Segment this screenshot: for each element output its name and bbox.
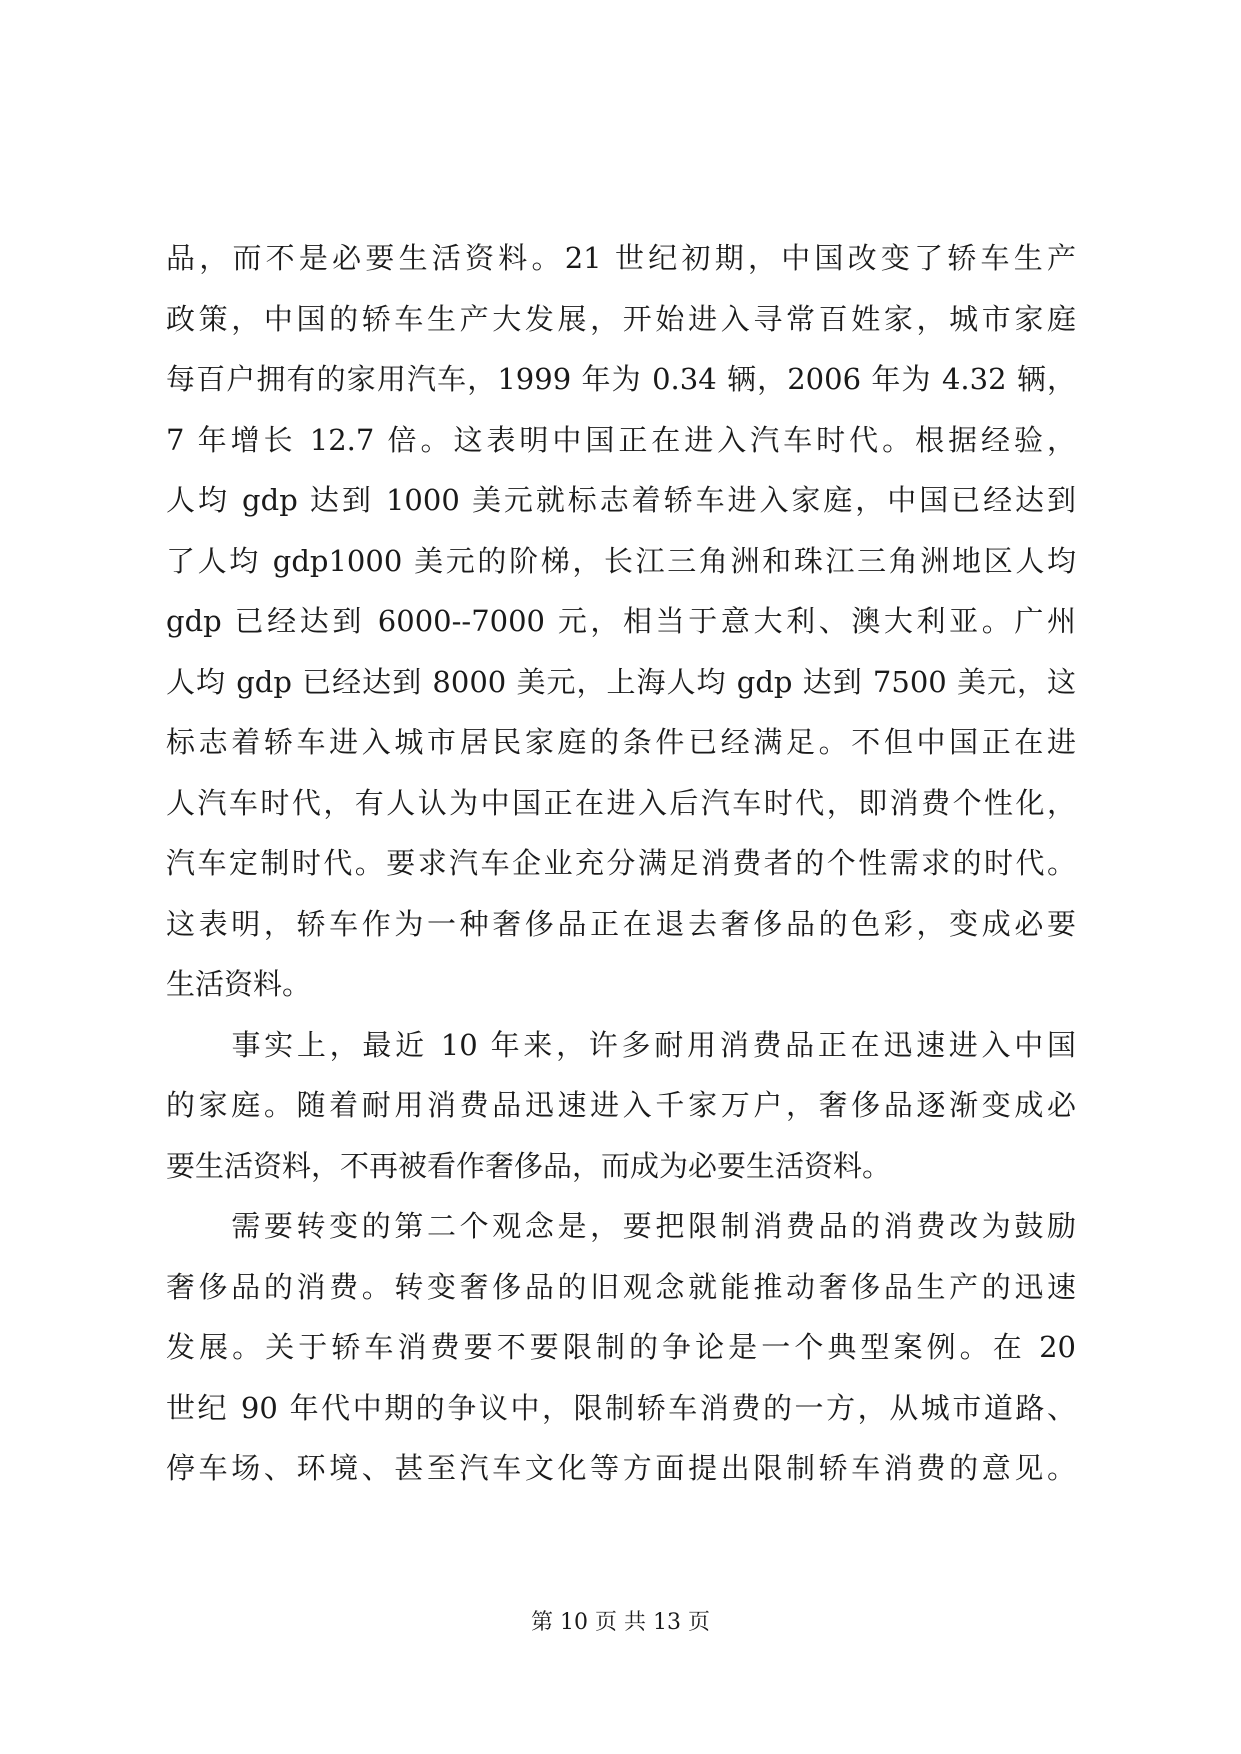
text-line: 事实上，最近 10 年来，许多耐用消费品正在迅速进入中国 (166, 1027, 1076, 1062)
page-footer: 第 10 页 共 13 页 (531, 1610, 710, 1635)
text-line: 生活资料。 (166, 967, 312, 1001)
text-line: 汽车定制时代。要求汽车企业充分满足消费者的个性需求的时代。 (166, 846, 1076, 880)
text-line: 7 年增长 12.7 倍。这表明中国正在进入汽车时代。根据经验， (166, 422, 1076, 457)
text-line: 停车场、环境、甚至汽车文化等方面提出限制轿车消费的意见。 (166, 1451, 1076, 1485)
text-line: 标志着轿车进入城市居民家庭的条件已经满足。不但中国正在进 (166, 725, 1076, 759)
text-line: 这表明，轿车作为一种奢侈品正在退去奢侈品的色彩，变成必要 (166, 906, 1076, 941)
text-line: 人均 gdp 达到 1000 美元就标志着轿车进入家庭，中国已经达到 (166, 483, 1076, 517)
text-line: 需要转变的第二个观念是，要把限制消费品的消费改为鼓励 (166, 1209, 1076, 1243)
text-line: 每百户拥有的家用汽车，1999 年为 0.34 辆，2006 年为 4.32 辆， (166, 362, 1076, 396)
text-line: 人均 gdp 已经达到 8000 美元，上海人均 gdp 达到 7500 美元，这 (166, 664, 1076, 699)
text-line: 发展。关于轿车消费要不要限制的争论是一个典型案例。在 20 (166, 1330, 1076, 1364)
text-line: gdp 已经达到 6000--7000 元，相当于意大利、澳大利亚。广州 (166, 604, 1076, 638)
text-line: 要生活资料，不再被看作奢侈品，而成为必要生活资料。 (166, 1148, 892, 1183)
text-line: 的家庭。随着耐用消费品迅速进入千家万户，奢侈品逐渐变成必 (166, 1088, 1076, 1122)
text-line: 世纪 90 年代中期的争议中，限制轿车消费的一方，从城市道路、 (166, 1390, 1076, 1425)
text-line: 人汽车时代，有人认为中国正在进入后汽车时代，即消费个性化， (166, 785, 1076, 820)
body-text (166, 228, 1076, 1499)
text-line: 品，而不是必要生活资料。21 世纪初期，中国改变了轿车生产 (166, 241, 1076, 275)
text-line: 奢侈品的消费。转变奢侈品的旧观念就能推动奢侈品生产的迅速 (166, 1269, 1076, 1304)
text-line: 了人均 gdp1000 美元的阶梯，长江三角洲和珠江三角洲地区人均 (166, 543, 1076, 578)
text-line: 政策，中国的轿车生产大发展，开始进入寻常百姓家，城市家庭 (166, 301, 1076, 336)
